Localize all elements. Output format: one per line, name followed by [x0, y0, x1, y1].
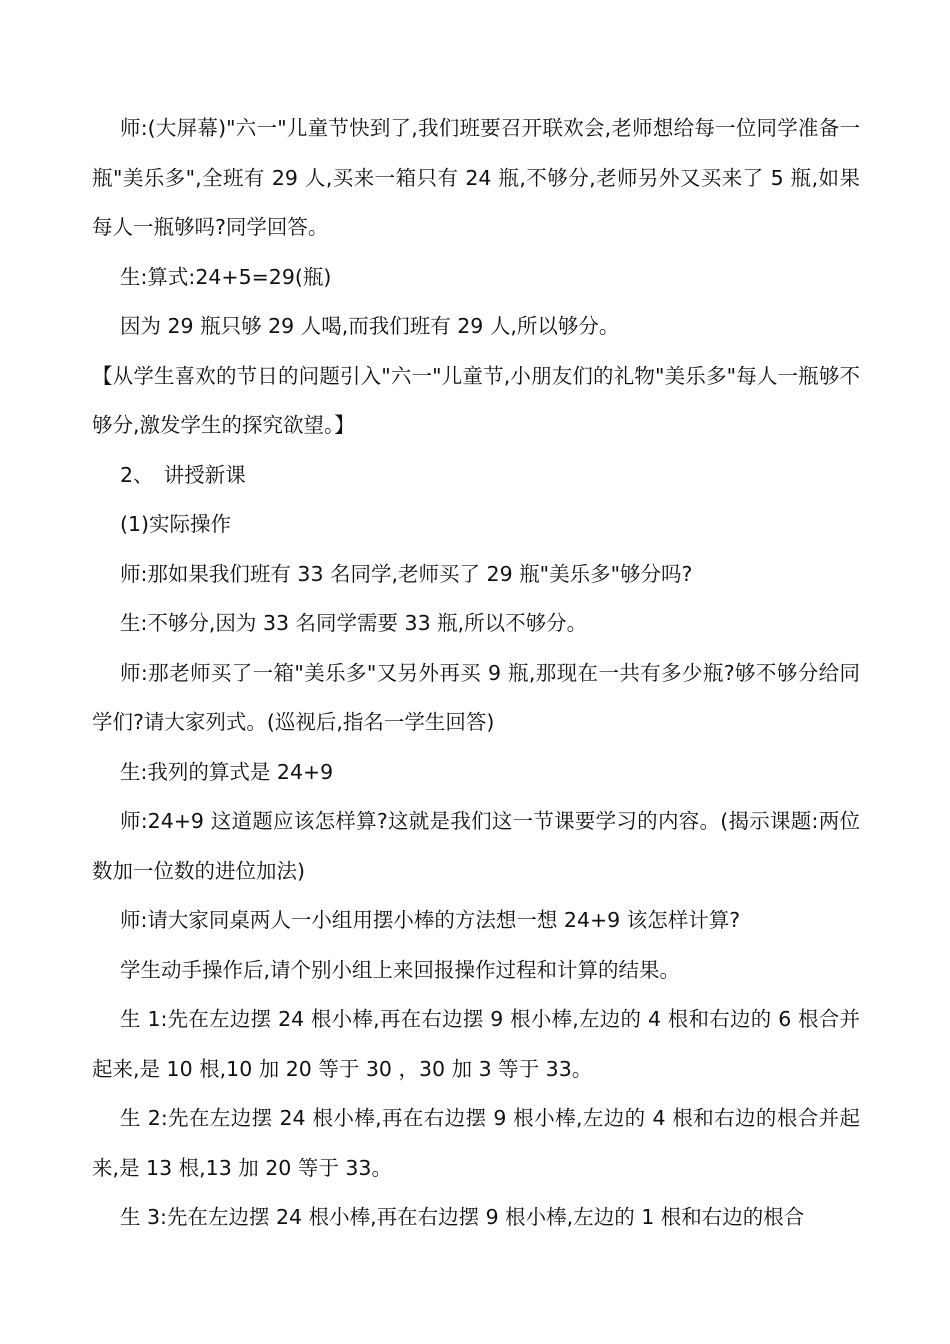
subheading-practical-operation: (1)实际操作 [120, 512, 232, 536]
paragraph-student-formula-24-9: 生:我列的算式是 24+9 [120, 759, 334, 784]
paragraph-student-formula: 生:算式:24+5=29(瓶) [120, 264, 332, 289]
paragraph-student-1: 生 1:先在左边摆 24 根小棒,再在右边摆 9 根小棒,左边的 4 根和右边的 6 根合并起来,是 10 根,10 加 20 等于 30 ，30 加 3 等于 33。 [92, 1007, 860, 1081]
paragraph-design-note: 【从学生喜欢的节日的问题引入"六一"儿童节,小朋友们的礼物"美乐多"每人一瓶够不够分,激发学生的探究欲望。】 [92, 363, 860, 437]
paragraph-report-results: 学生动手操作后,请个别小组上来回报操作过程和计算的结果。 [120, 957, 681, 982]
document-page [92, 104, 860, 1243]
paragraph-student-answer-33: 生:不够分,因为 33 名同学需要 33 瓶,所以不够分。 [120, 611, 588, 635]
section-heading-new-lesson: 2、 讲授新课 [120, 462, 246, 487]
paragraph-teacher-list-formula: 师:那老师买了一箱"美乐多"又另外再买 9 瓶,那现在一共有多少瓶?够不够分给同学们?请大家列式。(巡视后,指名一学生回答) [92, 660, 860, 734]
paragraph-intro-question: 师:(大屏幕)"六一"儿童节快到了,我们班要召开联欢会,老师想给每一位同学准备一瓶"美乐多",全班有 29 人,买来一箱只有 24 瓶,不够分,老师另外又买来了 5 瓶,如果每人一瓶够吗?同学回答。 [92, 116, 860, 239]
paragraph-group-activity: 师:请大家同桌两人一小组用摆小棒的方法想一想 24+9 该怎样计算? [120, 908, 741, 932]
paragraph-lesson-topic: 师:24+9 这道题应该怎样算?这就是我们这一节课要学习的内容。(揭示课题:两位数加一位数的进位加法) [92, 809, 860, 883]
paragraph-reason: 因为 29 瓶只够 29 人喝,而我们班有 29 人,所以够分。 [120, 314, 620, 338]
paragraph-teacher-question-33: 师:那如果我们班有 33 名同学,老师买了 29 瓶"美乐多"够分吗? [120, 561, 693, 586]
paragraph-student-3: 生 3:先在左边摆 24 根小棒,再在右边摆 9 根小棒,左边的 1 根和右边的根合 [120, 1205, 805, 1229]
paragraph-student-2: 生 2:先在左边摆 24 根小棒,再在右边摆 9 根小棒,左边的 4 根和右边的根合并起来,是 13 根,13 加 20 等于 33。 [92, 1106, 860, 1180]
